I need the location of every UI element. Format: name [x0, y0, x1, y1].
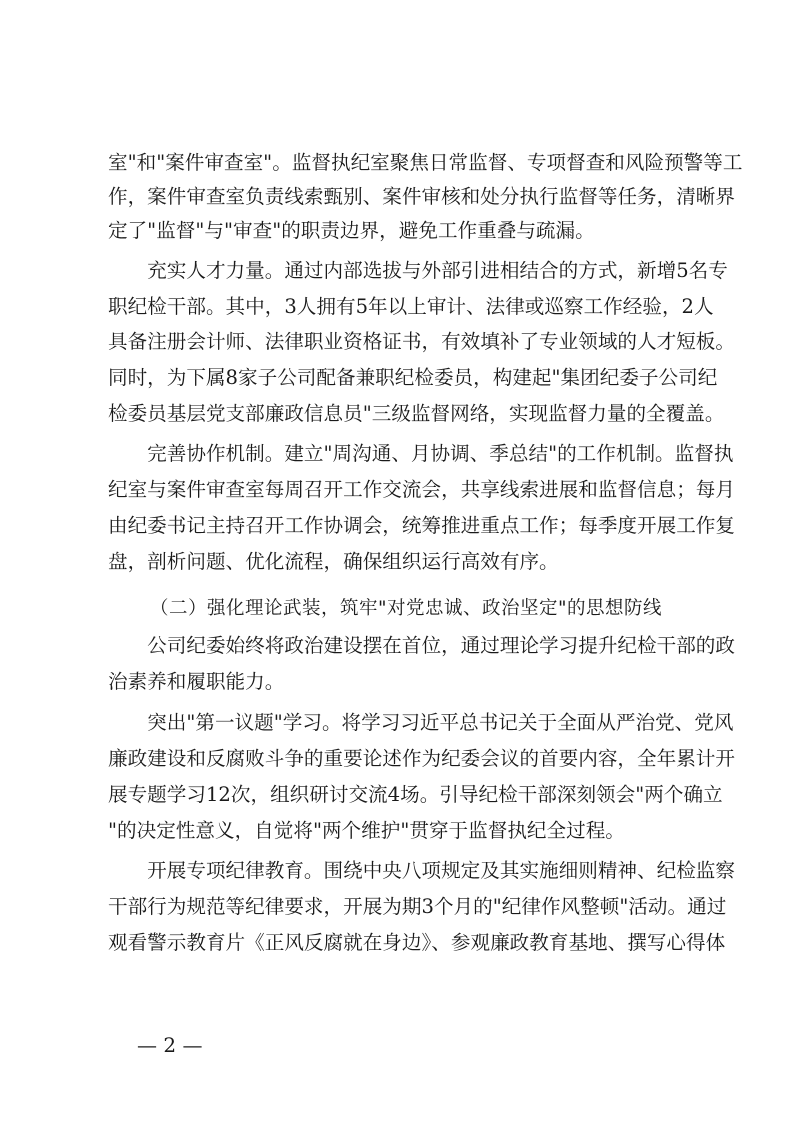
body-line: 干部行为规范等纪律要求，开展为期3个月的"纪律作风整顿"活动。通过 [108, 895, 727, 918]
body-line: 开展专项纪律教育。围绕中央八项规定及其实施细则精神、纪检监察 [108, 859, 735, 882]
body-line: 由纪委书记主持召开工作协调会，统筹推进重点工作；每季度开展工作复 [108, 514, 735, 537]
body-line: 完善协作机制。建立"周沟通、月协调、季总结"的工作机制。监督执 [108, 442, 734, 465]
body-line: 充实人才力量。通过内部选拔与外部引进相结合的方式，新增5名专 [108, 259, 728, 282]
page-number: — 2 — [137, 1033, 203, 1057]
body-line: 观看警示教育片《正风反腐就在身边》、参观廉政教育基地、撰写心得体 [108, 931, 726, 954]
body-line: 同时，为下属8家子公司配备兼职纪检委员，构建起"集团纪委子公司纪 [108, 366, 718, 389]
body-line: 具备注册会计师、法律职业资格证书，有效填补了专业领域的人才短板。 [108, 330, 735, 353]
body-line: 突出"第一议题"学习。将学习习近平总书记关于全面从严治党、党风 [108, 711, 734, 734]
body-line: 治素养和履职能力。 [108, 670, 285, 693]
body-line: 纪室与案件审查室每周召开工作交流会，共享线索进展和监督信息；每月 [108, 478, 735, 501]
body-line: 检委员基层党支部廉政信息员"三级监督网络，实现监督力量的全覆盖。 [108, 402, 725, 425]
body-line: 室"和"案件审查室"。监督执纪室聚焦日常监督、专项督查和风险预警等工 [108, 151, 743, 174]
body-line: 展专题学习12次，组织研讨交流4场。引导纪检干部深刻领会"两个确立 [108, 783, 723, 806]
body-line: 职纪检干部。其中，3人拥有5年以上审计、法律或巡察工作经验，2人 [108, 295, 714, 318]
body-line: 廉政建设和反腐败斗争的重要论述作为纪委会议的首要内容，全年累计开 [108, 747, 735, 770]
body-line: 作，案件审查室负责线索甄别、案件审核和处分执行监督等任务，清晰界 [108, 185, 735, 208]
body-line: "的决定性意义，自觉将"两个维护"贯穿于监督执纪全过程。 [108, 819, 625, 842]
section-heading: （二）强化理论武装，筑牢"对党忠诚、政治坚定"的思想防线 [150, 598, 663, 619]
body-line: 盘，剖析问题、优化流程，确保组织运行高效有序。 [108, 550, 559, 573]
body-line: 定了"监督"与"审查"的职责边界，避免工作重叠与疏漏。 [108, 219, 595, 242]
body-line: 公司纪委始终将政治建设摆在首位，通过理论学习提升纪检干部的政 [108, 634, 735, 657]
